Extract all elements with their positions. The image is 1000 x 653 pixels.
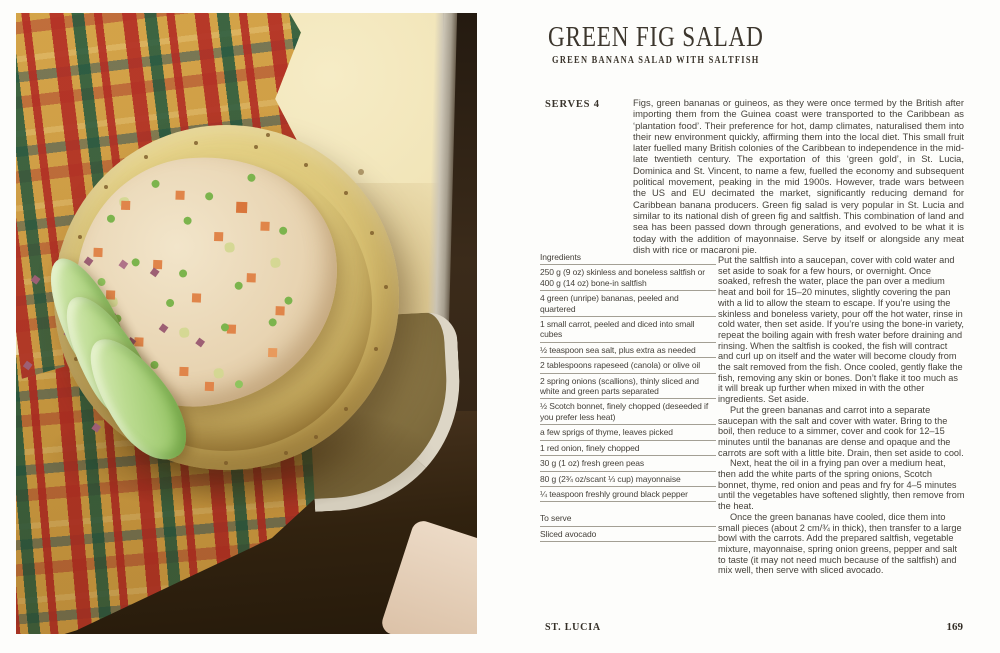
ingredients-items xyxy=(540,265,716,502)
recipe-title: GREEN FIG SALAD xyxy=(548,21,764,53)
footer-region-label: ST. LUCIA xyxy=(545,622,601,633)
recipe-title-block xyxy=(548,22,764,66)
ingredients-list xyxy=(540,251,716,542)
ingredient-item: 4 green (unripe) bananas, peeled and quartered xyxy=(540,291,716,317)
method-paragraph: Next, heat the oil in a frying pan over a medium heat, then add the white parts of the spring onions, Scotch bonnet, thyme, red onion and peas and fry for 4–5 minutes until the vegetables have softened slightly, then remove from the heat. xyxy=(718,458,965,512)
ingredient-item: ½ Scotch bonnet, finely chopped (deseeded if you prefer less heat) xyxy=(540,399,716,425)
ingredient-item: 30 g (1 oz) fresh green peas xyxy=(540,456,716,471)
method-steps xyxy=(718,255,965,576)
ingredient-item: a few sprigs of thyme, leaves picked xyxy=(540,425,716,440)
ingredient-item: 1 red onion, finely chopped xyxy=(540,441,716,456)
food-photo-green-fig-salad xyxy=(16,13,477,634)
ingredient-item: ¼ teaspoon freshly ground black pepper xyxy=(540,487,716,502)
to-serve-items xyxy=(540,527,716,542)
method-paragraph: Put the saltfish into a saucepan, cover with cold water and set aside to soak for a few hours, or overnight. Once soaked, refresh the water, place the pan over a medium heat and boil for 15–20 minutes, slightly covering the pan with a lid to allow the steam to escape. If you’re using the skinless and boneless variety, pour off the hot water, rinse in cold water, then set aside. If you’re using the bone-in variety, repeat the boiling again with fresh water before draining and rinsing. When the saltfish is cooked, the fish will contract and curl up on itself and the water will become cloudy from the salt removed from the fish. Once cooled, gently flake the fish, removing any skin or bones. Don’t flake it too much as it will break up further when mixed in with the other ingredients. Set aside. xyxy=(718,255,964,405)
recipe-subtitle: GREEN BANANA SALAD WITH SALTFISH xyxy=(552,55,760,67)
ingredient-item: 2 tablespoons rapeseed (canola) or olive oil xyxy=(540,358,716,373)
ingredient-item: 80 g (2¾ oz/scant ⅓ cup) mayonnaise xyxy=(540,472,716,487)
ingredient-item: 1 small carrot, peeled and diced into small cubes xyxy=(540,317,716,343)
recipe-intro: Figs, green bananas or guineos, as they were once termed by the British after importing them from the Guinea coast were transported to the Caribbean as ‘plantation food’. Their preference for hot, damp climates, naturalised them into their new environment quickly, affirming them into the local diet. This small fruit later fuelled many British colonies of the Caribbean to independence in the mid-late twentieth century. The exportation of this ‘green gold’, in St. Lucia, Dominica and St. Vincent, to name a few, fuelled the economy and subsequent political movement, peaking in the mid 1900s. However, trade wars between the US and EU decimated the market, significantly reducing demand for Caribbean banana producers. Green fig salad is very popular in St. Lucia and similar to its national dish of green fig and saltfish. This combination of land and sea has been passed down through generations, and evolved to be what it is today with the addition of mayonnaise. Serve by itself or alongside any meat dish with rice or macaroni pie. xyxy=(633,97,964,255)
bowl-speckles xyxy=(224,135,228,139)
ingredient-item: ½ teaspoon sea salt, plus extra as needed xyxy=(540,343,716,358)
list-gap xyxy=(540,502,716,512)
to-serve-item: Sliced avocado xyxy=(540,527,716,542)
serves-label: SERVES 4 xyxy=(545,99,600,110)
page-number: 169 xyxy=(946,621,963,633)
method-paragraph: Put the green bananas and carrot into a separate saucepan with the salt and cover with water. Bring to the boil, then reduce to a simmer, cover and cook for 12–15 minutes until the bananas are dense and opaque and the carrots are soft with a little bite. Drain, then set aside to cool. xyxy=(718,404,964,458)
ingredient-item: 250 g (9 oz) skinless and boneless saltfish or 400 g (14 oz) bone-in saltfish xyxy=(540,265,716,291)
ingredient-item: 2 spring onions (scallions), thinly sliced and white and green parts separated xyxy=(540,374,716,400)
ingredients-heading: Ingredients xyxy=(540,251,716,265)
method-paragraph: Once the green bananas have cooled, dice them into small pieces (about 2 cm/¾ in thick), then transfer to a large bowl with the carrots. Add the prepared saltfish, vegetable mixture, mayonnaise, spring onion greens, pepper and salt to taste (it may not need much because of the saltfish) and mix well, then serve with sliced avocado. xyxy=(718,511,962,576)
to-serve-heading: To serve xyxy=(540,512,716,526)
